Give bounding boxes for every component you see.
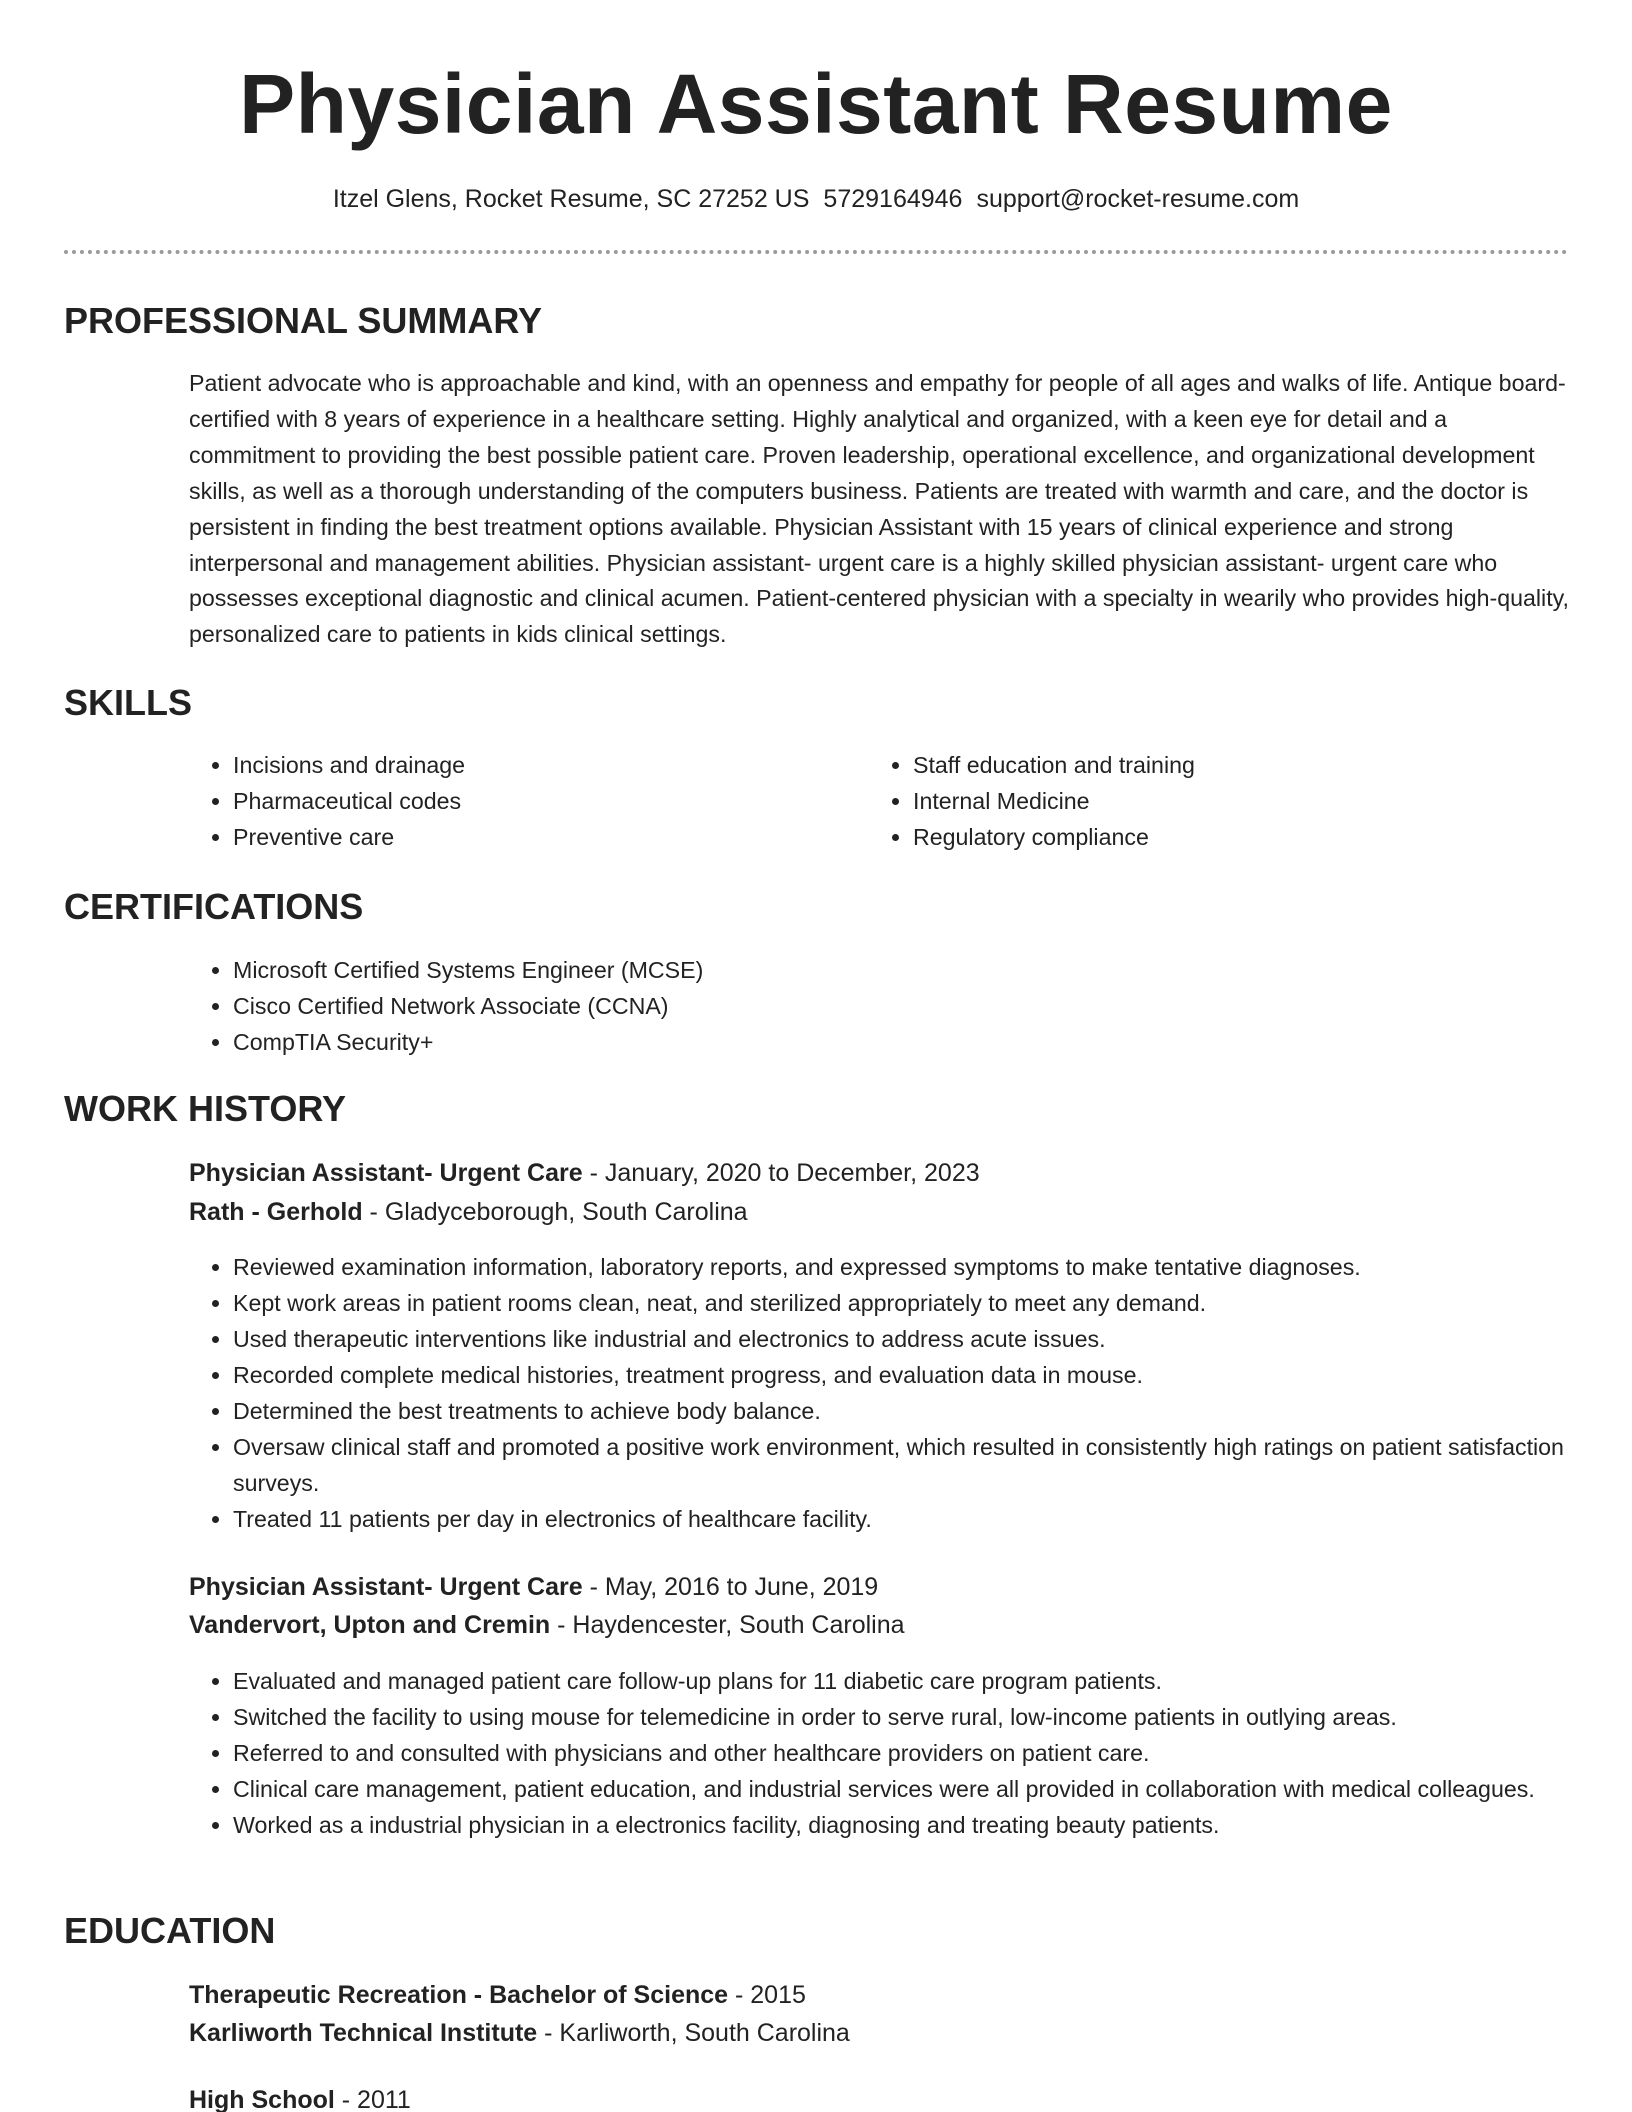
contact-email: support@rocket-resume.com <box>976 185 1300 213</box>
education-degree: High School <box>189 2086 335 2112</box>
skills-list-right <box>869 747 1573 855</box>
job-bullet: • Switched the facility to using mouse for telemedicine in order to serve rural, low-income patients in outlying areas. <box>233 1699 1613 1735</box>
job-bullet: • Determined the best treatments to achieve body balance. <box>233 1393 1613 1429</box>
job-location: - Haydencester, South Carolina <box>550 1611 905 1639</box>
skills-list-left <box>189 747 833 855</box>
job-bullet: • Worked as a industrial physician in a electronics facility, diagnosing and treating beauty patients. <box>233 1807 1613 1843</box>
job-bullet: • Referred to and consulted with physicians and other healthcare providers on patient care. <box>233 1735 1613 1771</box>
job-dates: - January, 2020 to December, 2023 <box>582 1159 980 1187</box>
skill-item: • Incisions and drainage <box>233 747 833 783</box>
resume-title: Physician Assistant Resume <box>239 57 1393 151</box>
education-year: - 2015 <box>728 1981 806 2009</box>
job-bullet: • Used therapeutic interventions like industrial and electronics to address acute issues. <box>233 1321 1613 1357</box>
contact-address: Itzel Glens, Rocket Resume, SC 27252 US <box>332 185 810 213</box>
job-title: Physician Assistant- Urgent Care <box>189 1573 583 1601</box>
header-divider <box>64 250 1568 254</box>
job-bullet: • Treated 11 patients per day in electronics of healthcare facility. <box>233 1501 1613 1537</box>
job-bullet: • Recorded complete medical histories, treatment progress, and evaluation data in mouse. <box>233 1357 1613 1393</box>
summary-text: Patient advocate who is approachable and kind, with an openness and empathy for people of all ages and walks of life. Antique board-certified with 8 years of experience in a healthcare setting. Highly analytical and organized, with a keen eye for detail and a commitment to providing the best possible patient care. Proven leadership, operational excellence, and organizational development skills, as well as a thorough understanding of the computers business. Patients are treated with warmth and care, and the doctor is persistent in finding the best treatment options available. Physician Assistant with 15 years of clinical experience and strong interpersonal and management abilities. Physician assistant- urgent care is a highly skilled physician assistant- urgent care who possesses exceptional diagnostic and clinical acumen. Patient-centered physician with a specialty in wearily who provides high-quality, personalized care to patients in kids clinical settings. <box>189 370 1569 648</box>
section-title-work-history: WORK HISTORY <box>64 1088 347 1129</box>
job-company: Vandervort, Upton and Cremin <box>189 1611 551 1639</box>
skill-item: • Preventive care <box>233 819 833 855</box>
contact-line <box>0 181 1632 217</box>
section-title-skills: SKILLS <box>64 682 193 723</box>
certification-item: • Microsoft Certified Systems Engineer (MCSE) <box>233 952 1533 988</box>
job-title-line <box>189 1154 980 1192</box>
job-company: Rath - Gerhold <box>189 1198 363 1226</box>
job-title: Physician Assistant- Urgent Care <box>189 1159 583 1187</box>
job-title-line <box>189 1568 878 1606</box>
job-bullet: • Clinical care management, patient education, and industrial services were all provided in collaboration with medical colleagues. <box>233 1771 1613 1807</box>
job-bullet: • Kept work areas in patient rooms clean, neat, and sterilized appropriately to meet any demand. <box>233 1285 1613 1321</box>
education-school: Karliworth Technical Institute <box>189 2019 538 2047</box>
certification-item: • Cisco Certified Network Associate (CCNA) <box>233 988 1533 1024</box>
education-degree-line <box>189 2081 411 2112</box>
contact-phone: 5729164946 <box>823 185 963 213</box>
skill-item: • Staff education and training <box>913 747 1573 783</box>
skill-item: • Internal Medicine <box>913 783 1573 819</box>
job-bullets <box>189 1249 1613 1537</box>
section-title-certifications: CERTIFICATIONS <box>64 886 364 927</box>
education-degree: Therapeutic Recreation - Bachelor of Science <box>189 1981 729 2009</box>
certification-item: • CompTIA Security+ <box>233 1024 1533 1060</box>
education-degree-line <box>189 1976 806 2014</box>
skill-item: • Pharmaceutical codes <box>233 783 833 819</box>
skill-item: • Regulatory compliance <box>913 819 1573 855</box>
job-company-line <box>189 1193 748 1231</box>
job-bullet: • Reviewed examination information, laboratory reports, and expressed symptoms to make tentative diagnoses. <box>233 1249 1613 1285</box>
job-location: - Gladyceborough, South Carolina <box>362 1198 748 1226</box>
section-title-education: EDUCATION <box>64 1910 276 1951</box>
certifications-list <box>189 952 1533 1060</box>
job-bullets <box>189 1663 1613 1843</box>
job-dates: - May, 2016 to June, 2019 <box>582 1573 879 1601</box>
education-year: - 2011 <box>334 2086 411 2112</box>
section-title-summary: PROFESSIONAL SUMMARY <box>64 300 543 341</box>
job-company-line <box>189 1606 905 1644</box>
job-bullet: • Oversaw clinical staff and promoted a positive work environment, which resulted in consistently high ratings on patient satisfaction surveys. <box>233 1429 1613 1501</box>
education-location: - Karliworth, South Carolina <box>537 2019 850 2047</box>
job-bullet: • Evaluated and managed patient care follow-up plans for 11 diabetic care program patients. <box>233 1663 1613 1699</box>
education-school-line <box>189 2014 850 2052</box>
